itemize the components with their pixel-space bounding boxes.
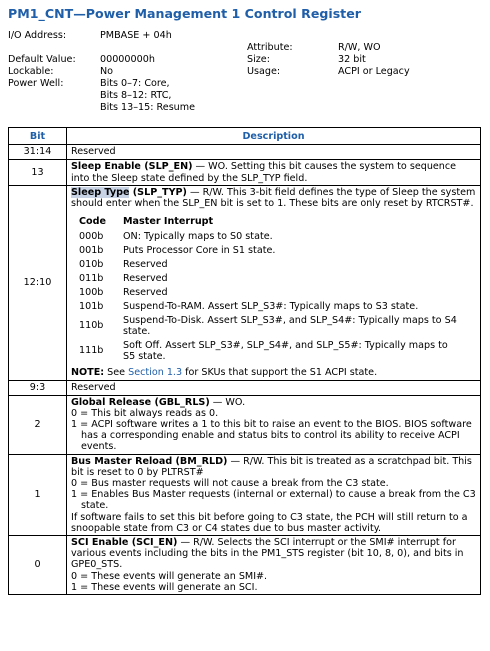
bit-cell: 0 — [9, 536, 67, 595]
code-description: ON: Typically maps to S0 state. — [123, 230, 273, 242]
value-note: If software fails to set this bit before going to C3 state, the PCH will still return to a snoopable state from C3 or C4 states due to bus master activity. — [71, 511, 468, 534]
size-label: Size: — [247, 54, 270, 65]
field-text: — R/W. Selects the SCI interrupt or the SMI# interrupt for various events including the bits in the PM1_STS register (bit 10, 8, 0), and bits in GPE0_STS. — [71, 537, 464, 571]
register-title: PM1_CNT—Power Management 1 Control Register — [8, 6, 361, 21]
code-description: Puts Processor Core in S1 state. — [123, 244, 276, 256]
table-row — [9, 380, 481, 395]
field-text: — WO. Setting this bit causes the system to sequence into the Sleep state defined by the SLP_TYP field. — [71, 161, 457, 184]
bit-cell: 2 — [9, 395, 67, 454]
table-header-row — [9, 128, 481, 145]
lockable-value: No — [100, 66, 114, 77]
note-label: NOTE: — [71, 367, 105, 379]
code-header: Code — [79, 215, 107, 227]
bit-cell: 12:10 — [9, 186, 67, 381]
description-cell — [67, 160, 481, 186]
lockable-label: Lockable: — [8, 66, 54, 77]
code-value: 010b — [79, 258, 104, 270]
power-well-line-1: Bits 8–12: RTC, — [100, 90, 172, 101]
code-description: Reserved — [123, 272, 168, 284]
description-cell: Reserved — [67, 380, 481, 395]
description-cell: Reserved — [67, 145, 481, 160]
master-interrupt-header: Master Interrupt — [123, 215, 214, 227]
code-description: Suspend-To-RAM. Assert SLP_S3#: Typically maps to S3 state. — [123, 300, 419, 312]
value-line: 1 = Enables Bus Master requests (internal or external) to cause a break from the C3 state. — [71, 489, 476, 512]
description-cell — [67, 454, 481, 535]
usage-value: ACPI or Legacy — [338, 66, 410, 77]
bit-cell: 13 — [9, 160, 67, 186]
code-value: 101b — [79, 300, 104, 312]
description-cell — [67, 395, 481, 454]
note-text: See — [104, 367, 129, 379]
usage-label: Usage: — [247, 66, 281, 77]
field-name: Sleep Enable (SLP_EN) — [71, 161, 193, 173]
bit-cell: 9:3 — [9, 380, 67, 395]
description-cell — [67, 536, 481, 595]
field-text: — R/W. This bit is treated as a scratchpad bit. This bit is reset to 0 by PLTRST# — [71, 455, 472, 478]
power-well-line-2: Bits 13–15: Resume — [100, 102, 196, 113]
table-row — [9, 536, 481, 595]
field-name: Global Release (GBL_RLS) — [71, 396, 210, 408]
size-value: 32 bit — [338, 54, 366, 65]
field-name: SCI Enable (SCI_EN) — [71, 537, 178, 549]
sleep-type-codes-table — [79, 213, 459, 363]
code-value: 001b — [79, 244, 104, 256]
code-value: 000b — [79, 230, 104, 242]
description-column-header: Description — [67, 128, 481, 145]
value-line: 1 = These events will generate an SCI. — [71, 581, 258, 593]
code-description: Reserved — [123, 286, 168, 298]
attribute-value: R/W, WO — [338, 42, 381, 53]
value-line: 1 = ACPI software writes a 1 to this bit to raise an event to the BIOS. BIOS software has a corresponding enable and status bits to control its ability to receive ACPI events. — [71, 419, 472, 453]
bit-description-table — [8, 127, 481, 595]
field-text: — R/W. This 3-bit field defines the type of Sleep the system should enter when the SLP_EN bit is set to 1. These bits are only reset by RTCRST#. — [71, 187, 476, 210]
field-text: — WO. — [209, 396, 246, 408]
table-row — [9, 145, 481, 160]
field-name: Bus Master Reload (BM_RLD) — [71, 455, 228, 467]
code-value: 100b — [79, 286, 104, 298]
io-address-label: I/O Address: — [8, 30, 67, 41]
attribute-label: Attribute: — [247, 42, 293, 53]
code-description: Suspend-To-Disk. Assert SLP_S3#, and SLP_S4#: Typically maps to S4 state. — [123, 314, 457, 337]
bit-cell: 1 — [9, 454, 67, 535]
code-value: 011b — [79, 272, 104, 284]
table-row — [9, 160, 481, 186]
value-line: 0 = This bit always reads as 0. — [71, 407, 219, 419]
power-well-label: Power Well: — [8, 78, 64, 89]
default-value: 00000000h — [100, 54, 155, 65]
power-well-line-0: Bits 0–7: Core, — [100, 78, 170, 89]
note-text: for SKUs that support the S1 ACPI state. — [182, 367, 378, 379]
code-description: Reserved — [123, 258, 168, 270]
bit-column-header: Bit — [9, 128, 67, 145]
highlighted-field-name: Sleep Type — [71, 187, 130, 198]
section-link[interactable]: Section 1.3 — [128, 367, 183, 379]
table-row — [9, 186, 481, 381]
code-description: Soft Off. Assert SLP_S3#, SLP_S4#, and SLP_S5#: Typically maps to S5 state. — [123, 339, 448, 362]
io-address-value: PMBASE + 04h — [100, 30, 172, 41]
bit-cell: 31:14 — [9, 145, 67, 160]
description-cell — [67, 186, 481, 381]
table-row — [9, 395, 481, 454]
table-row — [9, 454, 481, 535]
code-value: 110b — [79, 320, 104, 332]
value-line: 0 = These events will generate an SMI#. — [71, 570, 268, 582]
field-name: (SLP_TYP) — [129, 187, 187, 198]
value-line: 0 = Bus master requests will not cause a break from the C3 state. — [71, 478, 389, 490]
default-value-label: Default Value: — [8, 54, 76, 65]
code-value: 111b — [79, 345, 104, 357]
